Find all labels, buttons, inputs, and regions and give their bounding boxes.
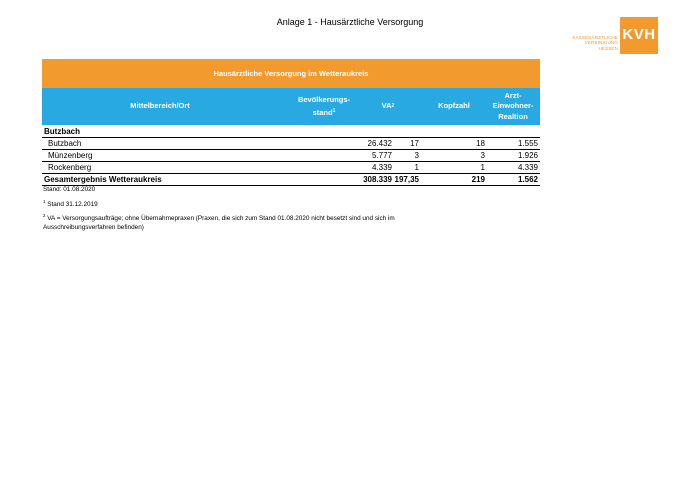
footnote-1: $^1$ Stand 31.12.2019 — [43, 198, 98, 208]
cell-ort: Rockenberg — [48, 163, 92, 172]
cell-ort: Butzbach — [48, 139, 82, 148]
logo-line-1: KASSENÄRZTLICHE — [572, 35, 618, 40]
logo-line-3: HESSEN — [598, 45, 618, 51]
table-title: Hausärztliche Versorgung im Wetteraukreis — [42, 59, 540, 88]
versorgung-table — [42, 59, 540, 186]
cell-kopf: 1 — [480, 163, 485, 172]
cell-bev: 4.339 — [371, 163, 392, 172]
cell-va: 17 — [410, 139, 419, 148]
header-va: VA 2 — [381, 101, 395, 111]
kvh-logo — [556, 17, 660, 57]
total-label: Gesamtergebnis Wetteraukreis — [44, 175, 162, 184]
table-row — [42, 138, 540, 150]
header-bev-line2: stand$^1$ — [312, 107, 336, 117]
footnote-2: $^2$ VA = Versorgungsaufträge; ohne Übernahmepraxen (Praxen, die sich zum Stand 01.08.2020 nicht besetzt sind und sich im Ausschreibungsverfahren befinden) — [43, 213, 395, 231]
cell-kopf: 18 — [476, 139, 485, 148]
logo-text — [556, 35, 618, 51]
total-bev: 308.339 — [363, 175, 392, 184]
total-row — [42, 174, 540, 186]
stand-note: Stand: 01.08.2020 — [43, 186, 96, 193]
header-kopfzahl: Kopfzahl — [438, 101, 470, 111]
total-kopf: 219 — [471, 175, 485, 184]
cell-va: 3 — [414, 151, 419, 160]
header-ort: Mittelbereich/Ort — [130, 101, 190, 111]
cell-relation: 1.555 — [517, 139, 538, 148]
table-row — [42, 150, 540, 162]
cell-relation: 4.339 — [517, 163, 538, 172]
header-bev-line1: Bevölkerungs- — [297, 95, 351, 104]
total-relation: 1.562 — [517, 175, 538, 184]
table-header — [42, 88, 540, 125]
logo-mark — [620, 17, 658, 54]
cell-kopf: 3 — [480, 151, 485, 160]
table-row — [42, 162, 540, 174]
cell-va: 1 — [414, 163, 419, 172]
total-va: 197,35 — [394, 175, 419, 184]
logo-line-2: VEREINIGUNG — [584, 40, 618, 46]
cell-ort: Münzenberg — [48, 151, 93, 160]
group-label: Butzbach — [42, 125, 540, 138]
header-bevoelkerung — [278, 88, 370, 125]
page-title: Anlage 1 - Hausärztliche Versorgung — [276, 17, 424, 27]
header-arzt-einwohner: Arzt- Einwohner- Realtion — [492, 90, 534, 121]
cell-bev: 5.777 — [371, 151, 392, 160]
cell-bev: 26.432 — [367, 139, 392, 148]
logo-mark-text: KVH — [622, 26, 656, 43]
cell-relation: 1.926 — [517, 151, 538, 160]
footnotes — [43, 186, 463, 232]
